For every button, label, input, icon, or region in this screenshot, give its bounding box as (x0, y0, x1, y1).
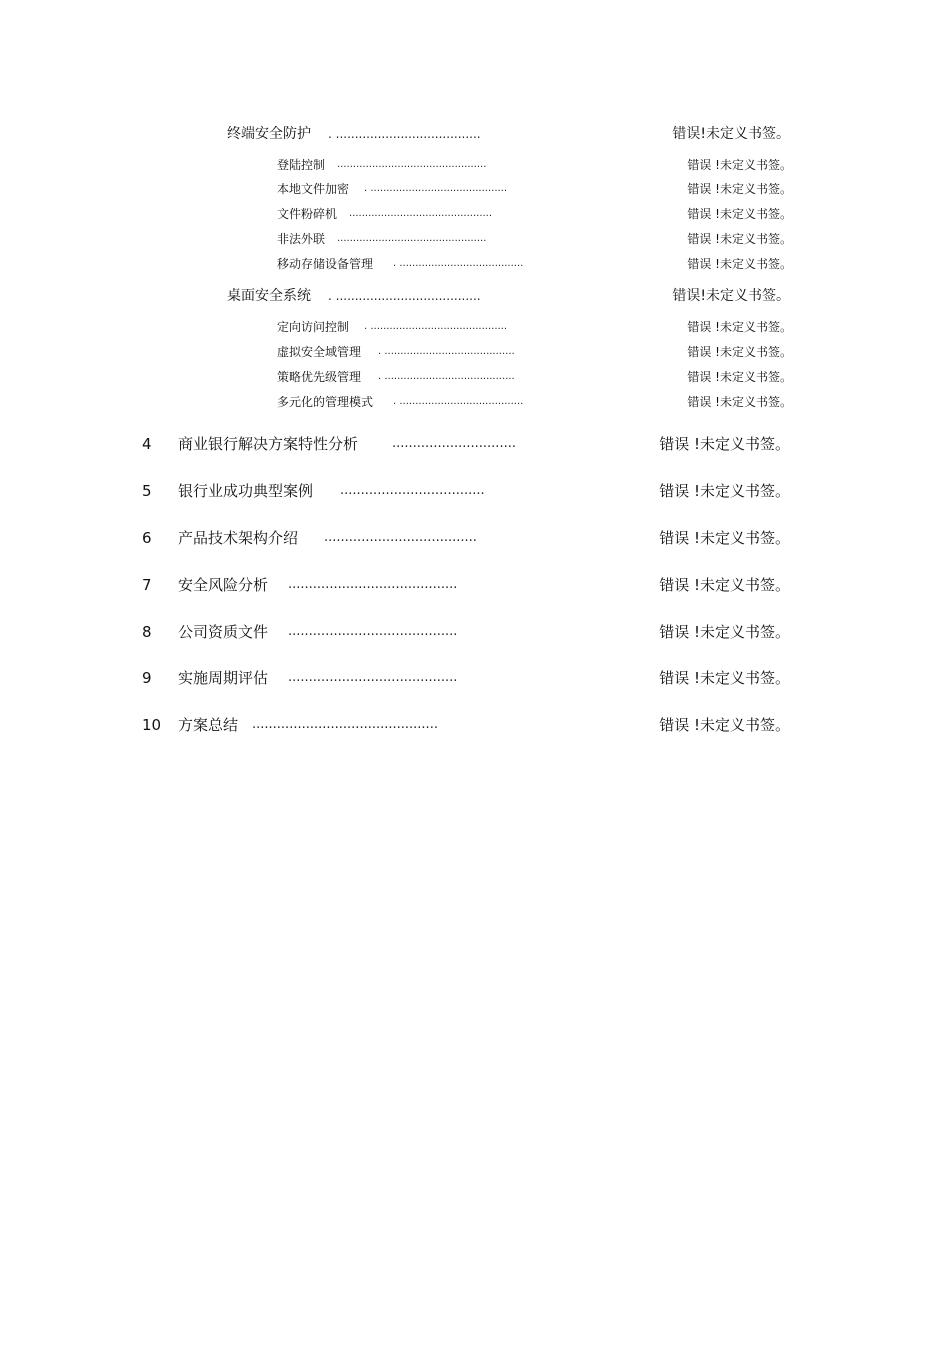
toc-page-ref: 错误 !未定义书签。 (687, 158, 792, 172)
toc-dot-leader: ............................................... (337, 159, 487, 170)
toc-entry[interactable] (0, 252, 950, 276)
toc-dot-leader: ............................................. (349, 208, 493, 219)
toc-entry[interactable] (0, 432, 950, 456)
toc-page-ref: 错误 !未定义书签。 (659, 623, 790, 641)
toc-dot-leader: ......................................... (288, 670, 458, 685)
toc-page-ref: 错误 !未定义书签。 (687, 182, 792, 196)
toc-entry[interactable] (0, 620, 950, 644)
toc-entry-title: 移动存储设备管理 (277, 257, 374, 271)
toc-page-ref: 错误 !未定义书签。 (659, 529, 790, 547)
toc-page-ref: 错误 !未定义书签。 (687, 232, 792, 246)
toc-entry-title: 定向访问控制 (277, 320, 350, 334)
toc-dot-leader: . ......................................... (378, 371, 515, 382)
toc-entry-title: 产品技术架构介绍 (178, 529, 299, 547)
toc-entry-title: 非法外联 (277, 232, 326, 246)
toc-entry-number: 8 (142, 623, 152, 641)
toc-dot-leader: ......................................... (288, 624, 458, 639)
toc-page-ref: 错误 !未定义书签。 (687, 370, 792, 384)
toc-page-ref: 错误 !未定义书签。 (687, 345, 792, 359)
toc-entry-title: 登陆控制 (277, 158, 326, 172)
toc-dot-leader: ............................................... (337, 233, 487, 244)
toc-page-ref: 错误!未定义书签。 (672, 126, 790, 142)
toc-entry-title: 公司资质文件 (178, 623, 269, 641)
toc-entry-number: 9 (142, 669, 152, 687)
toc-entry-title: 实施周期评估 (178, 669, 269, 687)
toc-page-ref: 错误 !未定义书签。 (659, 669, 790, 687)
toc-entry-title: 终端安全防护 (227, 126, 311, 142)
toc-entry[interactable] (0, 713, 950, 737)
toc-entry-title: 安全风险分析 (178, 576, 269, 594)
toc-entry[interactable] (0, 284, 950, 308)
toc-entry[interactable] (0, 526, 950, 550)
toc-page-ref: 错误 !未定义书签。 (659, 435, 790, 453)
toc-dot-leader: . ....................................... (393, 258, 524, 269)
toc-entry-title: 商业银行解决方案特性分析 (178, 435, 359, 453)
toc-dot-leader: ......................................... (288, 577, 458, 592)
toc-entry[interactable] (0, 315, 950, 339)
toc-entry[interactable] (0, 153, 950, 177)
toc-dot-leader: ................................... (340, 483, 485, 498)
toc-dot-leader: . ........................................... (364, 321, 508, 332)
toc-entry-number: 4 (142, 435, 152, 453)
toc-entry-title: 虚拟安全域管理 (277, 345, 362, 359)
toc-entry[interactable] (0, 227, 950, 251)
toc-entry-title: 文件粉碎机 (277, 207, 338, 221)
toc-page-ref: 错误 !未定义书签。 (687, 320, 792, 334)
toc-entry-title: 策略优先级管理 (277, 370, 362, 384)
toc-entry[interactable] (0, 479, 950, 503)
toc-entry-title: 多元化的管理模式 (277, 395, 374, 409)
toc-dot-leader: . ......................................... (378, 346, 515, 357)
toc-dot-leader: ..................................... (324, 530, 477, 545)
toc-dot-leader: . ...................................... (328, 289, 481, 303)
toc-entry-title: 银行业成功典型案例 (178, 482, 314, 500)
toc-page-ref: 错误 !未定义书签。 (659, 716, 790, 734)
toc-entry[interactable] (0, 340, 950, 364)
toc-entry-number: 5 (142, 482, 152, 500)
toc-entry[interactable] (0, 573, 950, 597)
toc-entry-title: 桌面安全系统 (227, 288, 311, 304)
toc-dot-leader: ............................................. (252, 717, 438, 732)
toc-page-ref: 错误 !未定义书签。 (659, 576, 790, 594)
toc-entry-title: 方案总结 (178, 716, 239, 734)
toc-dot-leader: . ...................................... (328, 127, 481, 141)
toc-entry-number: 7 (142, 576, 152, 594)
toc-page-ref: 错误!未定义书签。 (672, 288, 790, 304)
toc-page-ref: 错误 !未定义书签。 (659, 482, 790, 500)
toc-entry-title: 本地文件加密 (277, 182, 350, 196)
toc-entry-number: 6 (142, 529, 152, 547)
toc-entry[interactable] (0, 365, 950, 389)
toc-dot-leader: . ....................................... (393, 396, 524, 407)
toc-entry[interactable] (0, 177, 950, 201)
toc-page-ref: 错误 !未定义书签。 (687, 207, 792, 221)
toc-page-ref: 错误 !未定义书签。 (687, 257, 792, 271)
toc-entry[interactable] (0, 122, 950, 146)
toc-entry-number: 10 (142, 716, 162, 734)
toc-dot-leader: .............................. (392, 436, 516, 451)
toc-entry[interactable] (0, 390, 950, 414)
toc-page-ref: 错误 !未定义书签。 (687, 395, 792, 409)
toc-dot-leader: . ........................................... (364, 183, 508, 194)
toc-entry[interactable] (0, 666, 950, 690)
toc-entry[interactable] (0, 202, 950, 226)
